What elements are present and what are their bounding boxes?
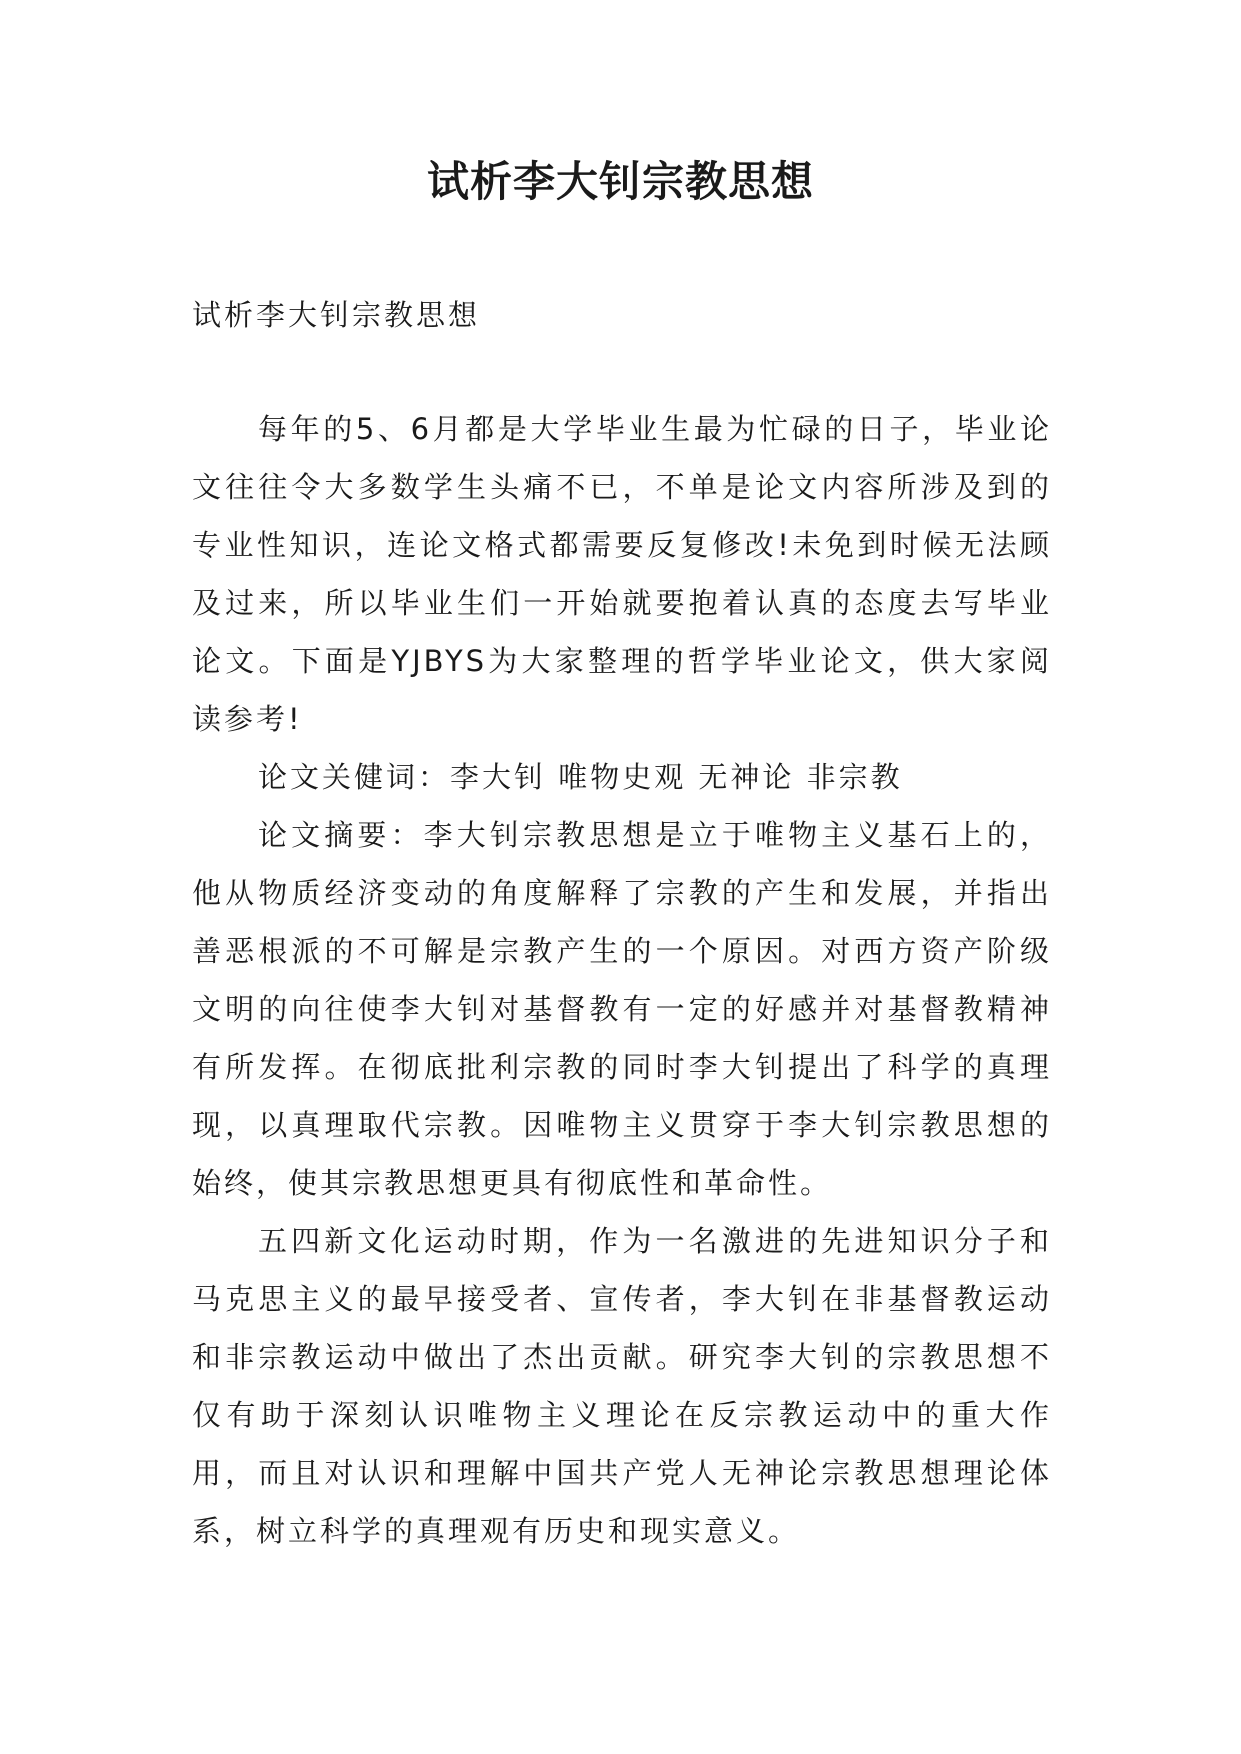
document-title: 试析李大钊宗教思想: [426, 157, 814, 206]
body-paragraph: 五四新文化运动时期，作为一名激进的先进知识分子和马克思主义的最早接受者、宣传者，李大钊在非基督教运动和非宗教运动中做出了杰出贡献。研究李大钊的宗教思想不仅有助于深刻认识唯物主义理论在反宗教运动中的重大作用，而且对认识和理解中国共产党人无神论宗教思想理论体系，树立科学的真理观有历史和现实意义。: [192, 1224, 1052, 1548]
document-body: [192, 400, 1052, 1560]
keywords-paragraph: 论文关健词：李大钊 唯物史观 无神论 非宗教: [258, 760, 903, 794]
abstract-paragraph: 论文摘要：李大钊宗教思想是立于唯物主义基石上的，他从物质经济变动的角度解释了宗教的产生和发展，并指出善恶根派的不可解是宗教产生的一个原因。对西方资产阶级文明的向往使李大钊对基督教有一定的好感并对基督教精神有所发挥。在彻底批利宗教的同时李大钊提出了科学的真理现，以真理取代宗教。因唯物主义贯穿于李大钊宗教思想的始终，使其宗教思想更具有彻底性和革命性。: [192, 818, 1052, 1200]
intro-paragraph: 每年的5、6月都是大学毕业生最为忙碌的日子，毕业论文往往令大多数学生头痛不已，不单是论文内容所涉及到的专业性知识，连论文格式都需要反复修改!未免到时候无法顾及过来，所以毕业生们一开始就要抱着认真的态度去写毕业论文。下面是YJBYS为大家整理的哲学毕业论文，供大家阅读参考!: [192, 412, 1052, 736]
document-subtitle: 试析李大钊宗教思想: [192, 298, 481, 332]
